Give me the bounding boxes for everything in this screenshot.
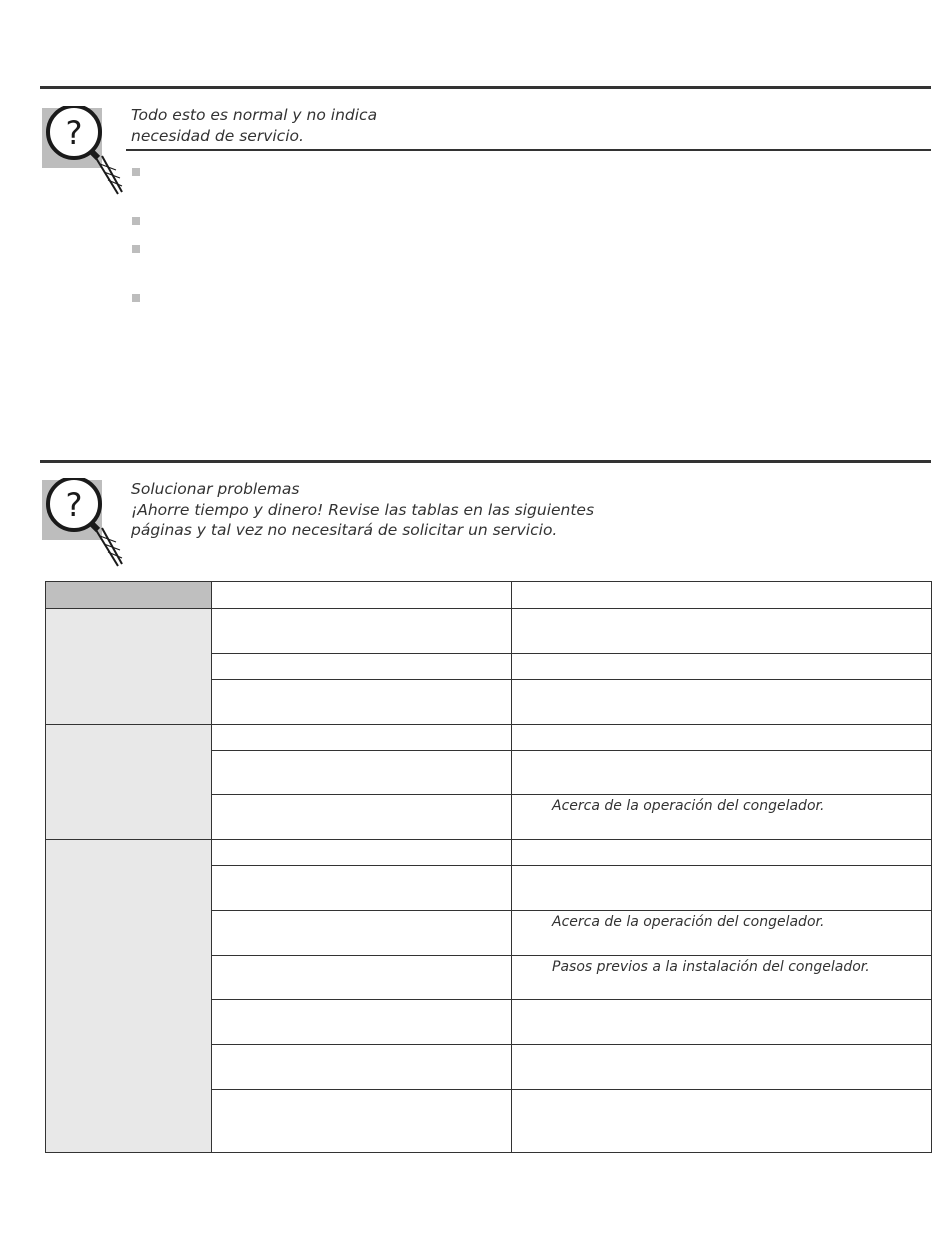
list-bullet [132, 168, 140, 176]
remedy-cell [512, 1000, 932, 1045]
remedy-cell [512, 866, 932, 911]
problem-cell [46, 609, 212, 725]
section-rule [40, 460, 931, 463]
troubleshooting-table [45, 581, 932, 1153]
remedy-cell [512, 680, 932, 725]
remedy-cell [512, 795, 932, 840]
question-magnifier-icon [40, 478, 124, 570]
problem-cell [46, 725, 212, 840]
table-row [46, 725, 932, 751]
header-cell [46, 582, 212, 609]
top-rule [40, 86, 931, 89]
remedy-cell [512, 725, 932, 751]
reference-link[interactable]: Acerca de la operación del congelador. [552, 914, 825, 930]
table-row [46, 609, 932, 654]
list-bullet [132, 245, 140, 253]
list-bullet [132, 217, 140, 225]
problem-cell [46, 840, 212, 1153]
cause-cell [212, 1000, 512, 1045]
remedy-cell [512, 956, 932, 1000]
heading-underline [126, 149, 931, 151]
svg-text:?: ? [65, 114, 83, 152]
reference-link[interactable]: Pasos previos a la instalación del congelador. [552, 959, 870, 975]
reference-link[interactable]: Acerca de la operación del congelador. [552, 798, 825, 814]
remedy-cell [512, 1045, 932, 1090]
remedy-cell [512, 751, 932, 795]
heading-line: Todo esto es normal y no indica [131, 106, 378, 124]
heading-line: necesidad de servicio. [131, 126, 304, 145]
cause-cell [212, 956, 512, 1000]
heading-line: ¡Ahorre tiempo y dinero! Revise las tablas en las siguientes [131, 500, 595, 519]
remedy-cell [512, 654, 932, 680]
heading-line: Solucionar problemas [131, 480, 300, 498]
cause-cell [212, 751, 512, 795]
remedy-cell [512, 840, 932, 866]
cause-cell [212, 911, 512, 956]
normal-operation-heading [131, 105, 377, 146]
remedy-cell [512, 609, 932, 654]
cause-cell [212, 1045, 512, 1090]
cause-cell [212, 725, 512, 751]
cause-cell [212, 1090, 512, 1153]
header-cell [212, 582, 512, 609]
cause-cell [212, 866, 512, 911]
cause-cell [212, 680, 512, 725]
heading-line: páginas y tal vez no necesitará de solicitar un servicio. [131, 521, 558, 539]
header-cell [512, 582, 932, 609]
cause-cell [212, 609, 512, 654]
svg-text:?: ? [65, 486, 83, 524]
cause-cell [212, 654, 512, 680]
remedy-cell [512, 1090, 932, 1153]
cause-cell [212, 795, 512, 840]
question-magnifier-icon [40, 106, 124, 198]
cause-cell [212, 840, 512, 866]
table-header-row [46, 582, 932, 609]
troubleshooting-heading [131, 479, 594, 541]
remedy-cell [512, 911, 932, 956]
table-row [46, 840, 932, 866]
list-bullet [132, 294, 140, 302]
